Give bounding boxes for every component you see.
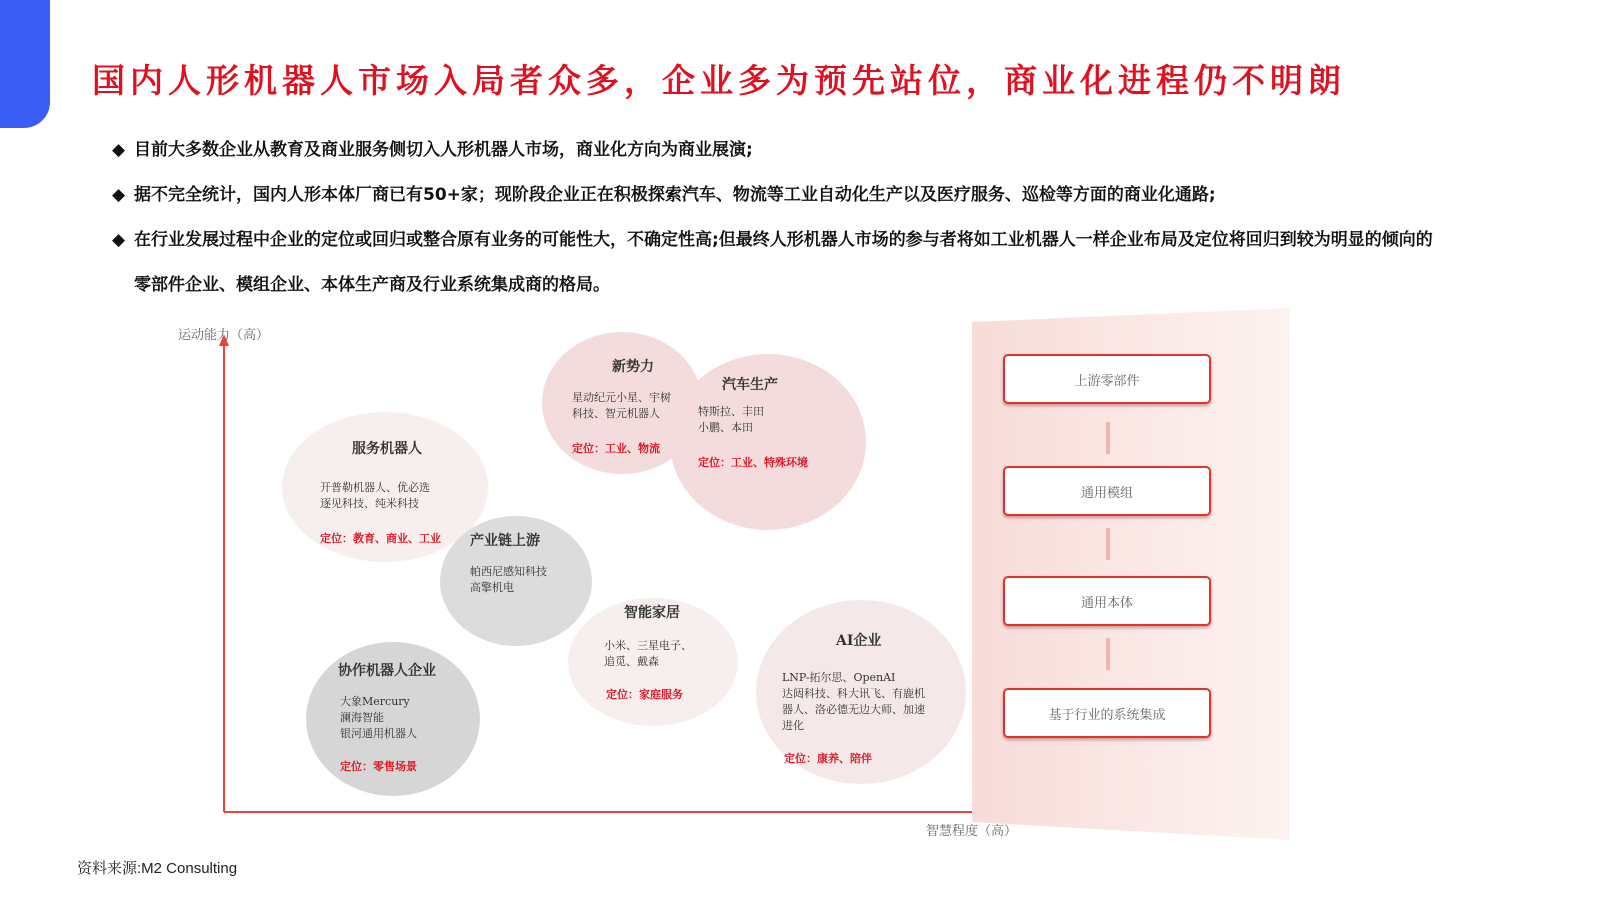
- chain-box-modules: 通用模组: [1003, 466, 1211, 516]
- ai-company-companies: 达闼科技、科大讯飞、有鹿机: [782, 687, 925, 700]
- upstream-chain-companies: 帕西尼感知科技: [470, 565, 547, 578]
- chain-box-components: 上游零部件: [1003, 354, 1211, 404]
- new-force-companies: 科技、智元机器人: [572, 407, 660, 420]
- bullet-diamond-icon: ◆: [112, 140, 126, 160]
- page-title: 国内人形机器人市场入局者众多，企业多为预先站位，商业化进程仍不明朗: [92, 61, 1346, 100]
- ai-company-companies: LNP-拓尔思、OpenAI: [782, 671, 896, 684]
- chain-box-integration: 基于行业的系统集成: [1003, 688, 1211, 738]
- collab-robot-companies: 银河通用机器人: [340, 727, 417, 740]
- chain-connector: [1106, 528, 1110, 560]
- service-robot-companies: 开普勒机器人、优必选: [320, 481, 430, 494]
- auto-production-companies: 小鹏、本田: [698, 421, 753, 434]
- new-force-position: 定位：工业、物流: [572, 442, 660, 455]
- auto-production-companies: 特斯拉、丰田: [698, 405, 764, 418]
- upstream-chain-companies: 高擎机电: [470, 581, 514, 594]
- collab-robot-position: 定位：零售场景: [340, 760, 417, 773]
- x-axis-label: 智慧程度（高）: [926, 824, 1018, 839]
- chain-box-body: 通用本体: [1003, 576, 1211, 626]
- y-axis-label: 运动能力（高）: [178, 328, 270, 343]
- chain-connector: [1106, 422, 1110, 454]
- ai-company-position: 定位：康养、陪伴: [784, 752, 872, 765]
- bullet-text: 目前大多数企业从教育及商业服务侧切入人形机器人市场，商业化方向为商业展演;: [134, 140, 753, 160]
- auto-production-position: 定位：工业、特殊环境: [698, 456, 808, 469]
- chain-connector: [1106, 638, 1110, 670]
- ai-company-companies: 进化: [782, 719, 804, 732]
- smart-home-position: 定位：家庭服务: [606, 688, 683, 701]
- smart-home-companies: 小米、三星电子、: [604, 639, 692, 652]
- bullet-diamond-icon: ◆: [112, 230, 126, 250]
- smart-home-companies: 追觅、戴森: [604, 655, 659, 668]
- upstream-chain-title: 产业链上游: [470, 533, 540, 549]
- auto-production-title: 汽车生产: [722, 377, 778, 393]
- service-robot-companies: 逐见科技、纯米科技: [320, 497, 419, 510]
- collab-robot-title: 协作机器人企业: [338, 663, 436, 679]
- smart-home-title: 智能家居: [624, 605, 680, 621]
- service-robot-title: 服务机器人: [352, 441, 422, 457]
- source-note: 资料来源:M2 Consulting: [77, 860, 238, 877]
- ai-company-title: AI企业: [836, 633, 882, 649]
- ai-company-companies: 器人、洛必德无边大师、加速: [782, 703, 925, 716]
- bullet-diamond-icon: ◆: [112, 185, 126, 205]
- collab-robot-companies: 大象Mercury: [340, 695, 410, 708]
- service-robot-position: 定位：教育、商业、工业: [320, 532, 441, 545]
- bullet-text: 据不完全统计，国内人形本体厂商已有50+家；现阶段企业正在积极探索汽车、物流等工业自动化生产以及医疗服务、巡检等方面的商业化通路;: [134, 185, 1216, 205]
- new-force-title: 新势力: [612, 359, 654, 375]
- new-force-companies: 星动纪元小星、宇树: [572, 391, 671, 404]
- bullet-text: 在行业发展过程中企业的定位或回归或整合原有业务的可能性大，不确定性高;但最终人形机器人市场的参与者将如工业机器人一样企业布局及定位将回归到较为明显的倾向的零部件企业、模组企业、本体生产商及行业系统集成商的格局。: [134, 230, 1433, 295]
- collab-robot-companies: 澜海智能: [340, 711, 384, 724]
